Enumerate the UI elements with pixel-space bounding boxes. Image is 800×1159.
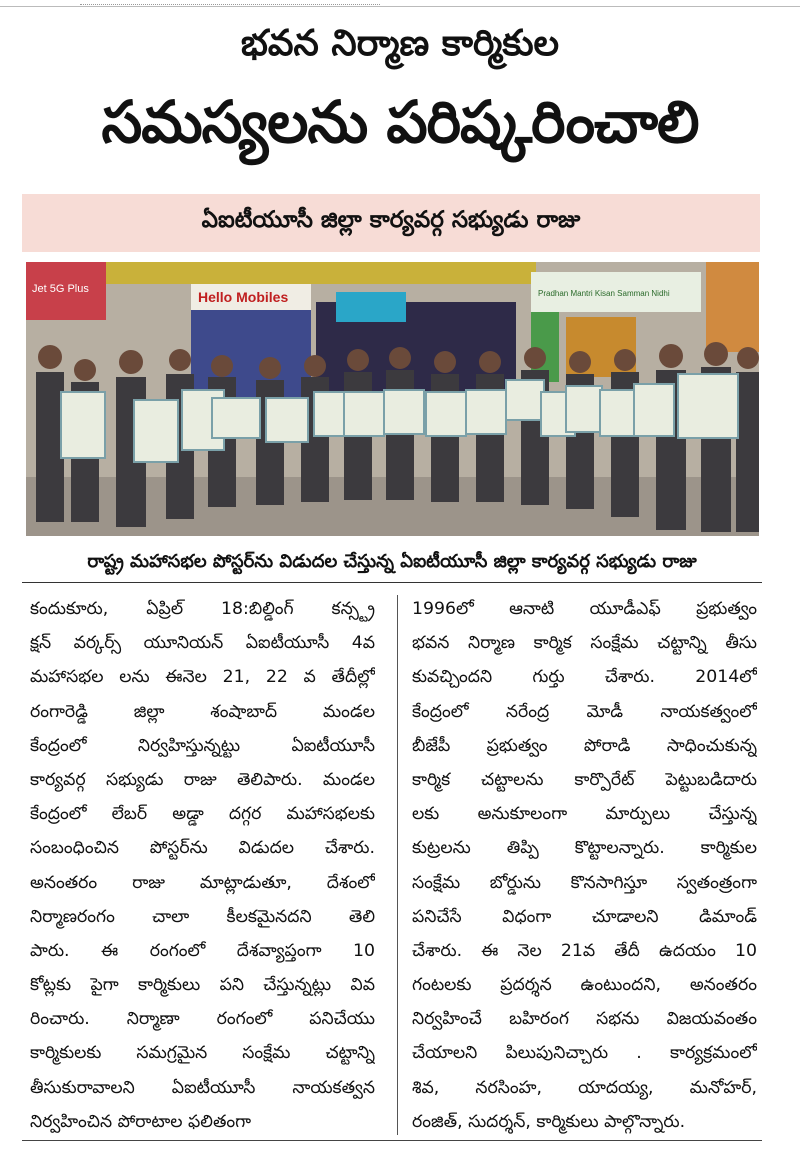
body-text-line: కార్యవర్గ సభ్యుడు రాజు తెలిపారు. మండల [30, 769, 375, 790]
body-text-line: కుట్రలను తిప్పి కొట్టాలన్నారు. కార్మికుల [412, 838, 757, 859]
body-text-line: కేంద్రంలో నరేంద్ర మోడీ నాయకత్వంలో [412, 701, 757, 722]
bottom-rule [22, 1140, 762, 1141]
photo-caption: రాష్ట్ర మహాసభల పోస్టర్‌ను విడుదల చేస్తున్న ఏఐటీయూసీ జిల్లా కార్యవర్గ సభ్యుడు రాజు [87, 551, 697, 572]
body-text-line: రంగారెడ్డి జిల్లా శంషాబాద్ మండల [30, 701, 375, 722]
body-text-line: 1996లో ఆనాటి యూడీఎఫ్ ప్రభుత్వం [412, 599, 757, 619]
body-text-line: సంబంధించిన పోస్టర్‌ను విడుదల చేశారు. [30, 838, 375, 859]
body-text-line: చేయాలని పిలుపునిచ్చారు . కార్యక్రమంలో [412, 1043, 757, 1064]
body-text-line: బీజేపీ ప్రభుత్వం పోరాడి సాధించుకున్న [412, 735, 757, 756]
body-text-line: కందుకూరు, ఏప్రిల్ 18:బిల్డింగ్ కన్స్ట్ర [30, 599, 375, 619]
body-text-line: తీసుకురావాలని ఏఐటీయూసీ నాయకత్వన [30, 1077, 375, 1098]
body-text-line: నిర్వహించిన పోరాటాల ఫలితంగా [30, 1111, 252, 1132]
body-text-line: అనంతరం రాజు మాట్లాడుతూ, దేశంలో [30, 872, 375, 893]
body-text-line: కేంద్రంలో లేబర్ అడ్డా దగ్గర మహాసభలకు [30, 804, 375, 825]
top-strip [0, 0, 800, 7]
body-text-line: సంక్షేమ బోర్డును కొనసాగిస్తూ స్వతంత్రంగా [412, 872, 757, 893]
bank-sign-text: Pradhan Mantri Kisan Samman Nidhi [538, 289, 670, 298]
telecom-sign-text: Jet 5G Plus [32, 283, 89, 295]
photo-illustration [26, 262, 759, 536]
shop-signboard [106, 262, 536, 284]
body-text-line: లకు అనుకూలంగా మార్పులు చేస్తున్న [412, 804, 757, 825]
body-text-line: కోట్లకు పైగా కార్మికులు పని చేస్తున్నట్లు వివ [30, 975, 375, 996]
caption-rule [22, 582, 762, 583]
body-text-line: మహాసభల లను ఈనెల 21, 22 వ తేదీల్లో [30, 667, 375, 688]
body-text-line: రంజిత్, సుదర్శన్, కార్మికులు పాల్గొన్నారు. [412, 1111, 686, 1132]
body-text-line: పారు. ఈ రంగంలో దేశవ్యాప్తంగా 10 [30, 940, 375, 961]
article-subheadline: ఏఐటీయూసీ జిల్లా కార్యవర్గ సభ్యుడు రాజు [201, 207, 581, 233]
body-text-line: గంటలకు ప్రదర్శన ఉంటుందని, అనంతరం [412, 975, 757, 996]
body-text-line: కువచ్చిందని గుర్తు చేశారు. 2014లో [412, 667, 757, 688]
body-text-line: చేశారు. ఈ నెల 21వ తేదీ ఉదయం 10 [412, 940, 757, 961]
subheadline-bar [22, 194, 760, 252]
body-text-line: కేంద్రంలో నిర్వహిస్తున్నట్టు ఏఐటీయూసీ [30, 735, 375, 756]
article-headline: సమస్యలను పరిష్కరించాలి [101, 88, 699, 156]
body-text-line: పనిచేసే విధంగా చూడాలని డిమాండ్ [412, 906, 757, 927]
page-header-remnant [80, 0, 380, 5]
right-shutter [706, 262, 759, 352]
body-text-line: కార్మికులకు సమగ్రమైన సంక్షేమ చట్టాన్ని [30, 1043, 375, 1064]
body-text-line: క్షన్ వర్కర్స్ యూనియన్ ఏఐటీయూసీ 4వ [30, 633, 375, 654]
article-column-2 [412, 592, 757, 1139]
article-column-1 [30, 592, 375, 1139]
column-divider [397, 595, 398, 1135]
body-text-line: రించారు. నిర్మాణా రంగంలో పనిచేయు [30, 1009, 375, 1030]
body-text-line: నిర్వహించే బహిరంగ సభను విజయవంతం [412, 1009, 757, 1030]
news-photo [26, 262, 759, 536]
article-kicker: భవన నిర్మాణ కార్మికుల [240, 23, 560, 64]
body-text-line: నిర్మాణరంగం చాలా కీలకమైనదని తెలి [30, 906, 375, 927]
body-text-line: కార్మిక చట్టాలను కార్పొరేట్ పెట్టుబడిదారు [412, 769, 757, 790]
blue-stand [336, 292, 406, 322]
body-text-line: భవన నిర్మాణ కార్మిక సంక్షేమ చట్టాన్ని తీసు [412, 633, 757, 654]
shop-sign-text: Hello Mobiles [198, 289, 289, 305]
body-text-line: శివ, నరసింహ, యాదయ్య, మనోహర్, [412, 1077, 757, 1098]
